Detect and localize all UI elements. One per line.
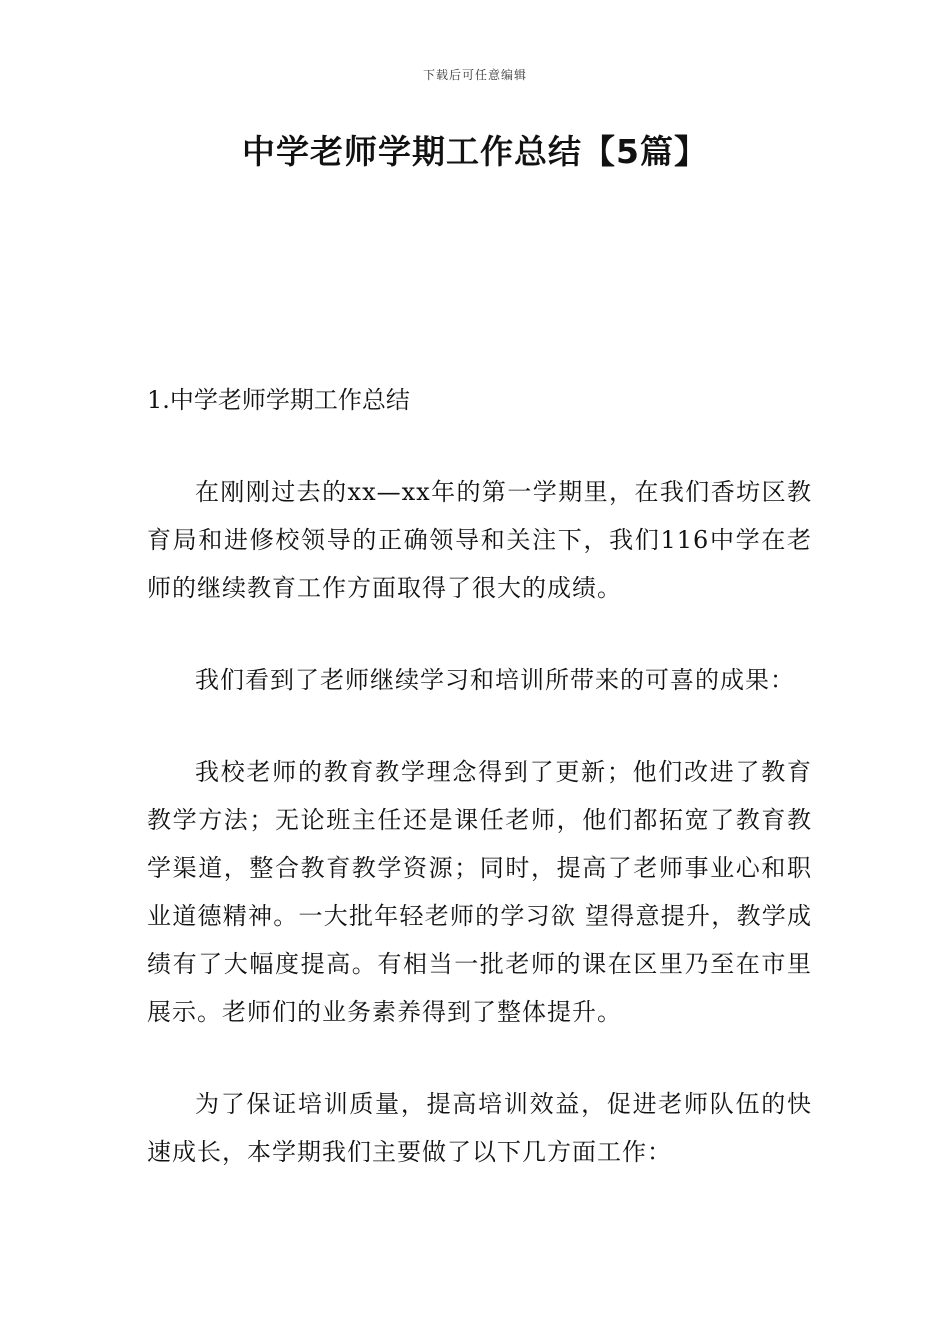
paragraph-1: 在刚刚过去的xx—xx年的第一学期里，在我们香坊区教育局和进修校领导的正确领导和关注下，我们116中学在老师的继续教育工作方面取得了很大的成绩。 xyxy=(147,478,812,602)
paragraph-2: 我们看到了老师继续学习和培训所带来的可喜的成果： xyxy=(195,666,795,694)
section-heading: 1.中学老师学期工作总结 xyxy=(147,386,410,414)
paragraph-3: 我校老师的教育教学理念得到了更新；他们改进了教育教学方法；无论班主任还是课任老师，他们都拓宽了教育教学渠道，整合教育教学资源；同时，提高了老师事业心和职业道德精神。一大批年轻老师的学习欲 望得意提升，教学成绩有了大幅度提高。有相当一批老师的课在区里乃至在市里展示。老师们的业务素养得到了整体提升。 xyxy=(147,758,812,1026)
header-note: 下载后可任意编辑 xyxy=(422,68,527,82)
page-title: 中学老师学期工作总结【5篇】 xyxy=(242,132,708,171)
paragraph-4: 为了保证培训质量，提高培训效益，促进老师队伍的快速成长，本学期我们主要做了以下几方面工作： xyxy=(147,1090,812,1166)
document-body xyxy=(147,376,812,1220)
